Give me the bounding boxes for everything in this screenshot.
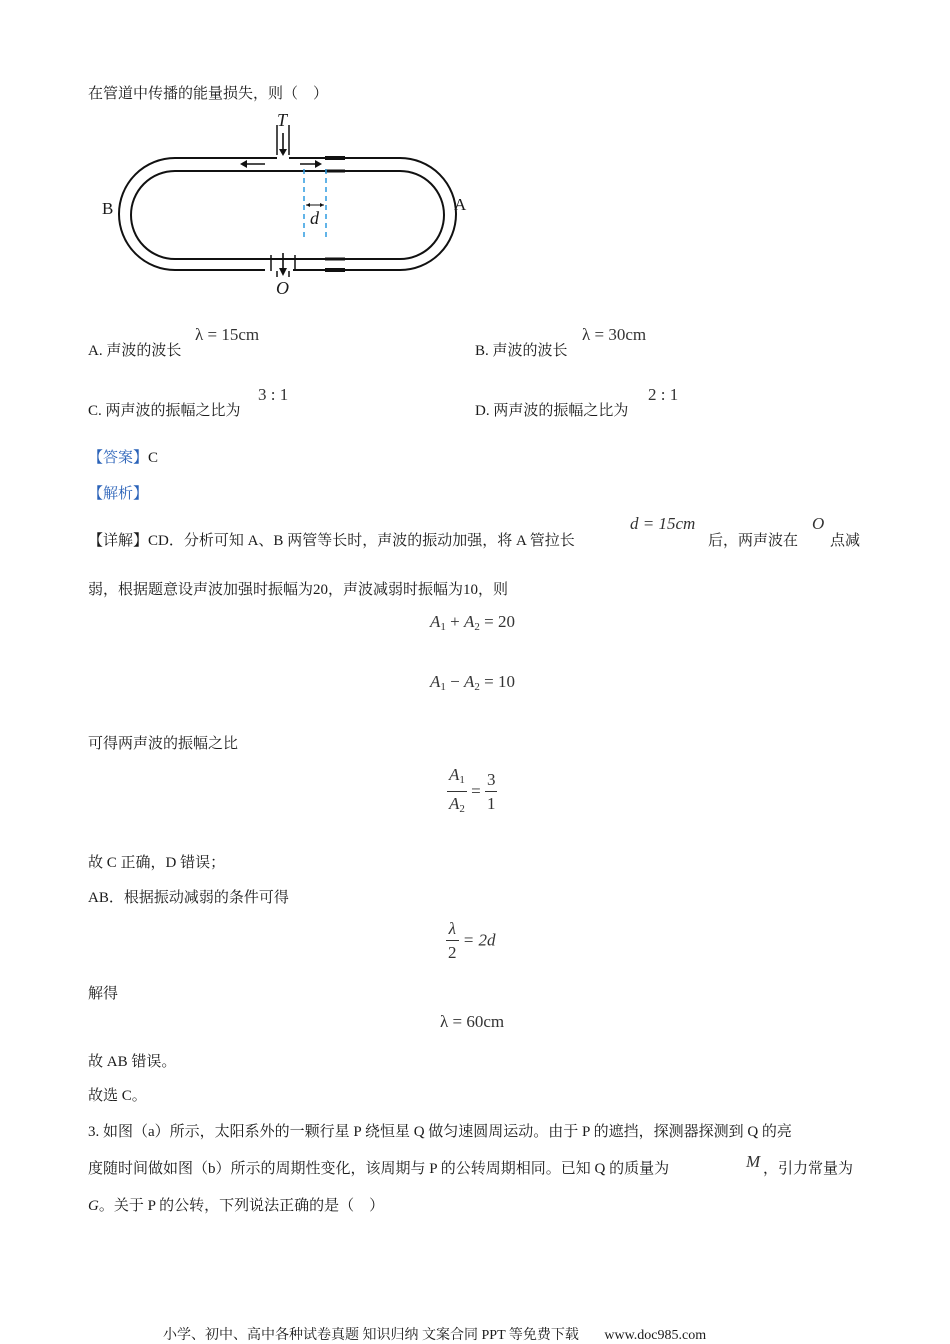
footer xyxy=(163,1324,706,1344)
option-a xyxy=(88,339,181,360)
ratio-left-fraction: $\frac{A_1}{A_2}$ xyxy=(449,765,465,815)
q3-line-3-text: 。关于 P 的公转，下列说法正确的是（ ） xyxy=(98,1198,385,1214)
detail-text-b: 后，两声波在 xyxy=(708,533,799,549)
answer-line xyxy=(88,446,158,467)
option-a-text: A. 声波的波长 xyxy=(88,343,182,359)
equation-sum: $A_1 + A_2 = 20$ xyxy=(430,612,515,633)
ab-intro: AB．根据振动减弱的条件可得 xyxy=(88,890,289,906)
final-answer: 故选 C。 xyxy=(88,1088,147,1104)
detail-text-a: CD．分析可知 A、B 两管等长时，声波的振动加强，将 A 管拉长 xyxy=(148,533,575,549)
label-d: d xyxy=(310,208,319,228)
analysis-tag: 【解析】 xyxy=(88,486,149,502)
detail-line-2: 弱，根据题意设声波加强时振幅为20，声波减弱时振幅为10，则 xyxy=(88,582,509,598)
option-d xyxy=(475,399,628,420)
detail-text-c: 点减 xyxy=(830,533,861,549)
detail-point-O: O xyxy=(812,514,825,533)
tube-diagram xyxy=(95,105,485,305)
option-c-math: 3 : 1 xyxy=(258,385,289,404)
label-A: A xyxy=(454,195,467,214)
option-b-text: B. 声波的波长 xyxy=(475,343,568,359)
detail-math-d: d = 15cm xyxy=(630,514,696,533)
conclusion-cd: 故 C 正确，D 错误； xyxy=(88,855,226,871)
footer-url[interactable]: www.doc985.com xyxy=(604,1328,707,1343)
answer-value: C xyxy=(148,450,159,466)
ratio-right-fraction: $\frac{3}{1}$ xyxy=(486,770,496,813)
equation-difference: $A_1 - A_2 = 10$ xyxy=(430,672,515,693)
equation-ratio: $\frac{A_1}{A_2}$ = $\frac{3}{1}$ xyxy=(447,764,497,821)
q3-line-3 xyxy=(88,1194,384,1215)
q3-mass-M: M xyxy=(746,1152,761,1171)
detail-line-1 xyxy=(88,529,575,550)
option-d-math: 2 : 1 xyxy=(648,385,679,404)
answer-tag: 【答案】 xyxy=(88,450,149,466)
footer-text: 小学、初中、高中各种试卷真题 知识归纳 文案合同 PPT 等免费下载 xyxy=(163,1328,579,1343)
intro-line: 在管道中传播的能量损失，则（ ） xyxy=(88,86,329,102)
q3-constant-G: G xyxy=(88,1198,99,1214)
option-b-math: λ = 30cm xyxy=(582,325,647,344)
outer-tube-wall xyxy=(119,158,456,270)
option-d-text: D. 两声波的振幅之比为 xyxy=(475,403,629,419)
option-c xyxy=(88,399,241,420)
equation-half-wavelength: $\frac{\lambda}{2}$ = 2d xyxy=(446,918,495,965)
solve-label: 解得 xyxy=(88,986,119,1002)
label-B: B xyxy=(102,199,114,218)
ratio-intro: 可得两声波的振幅之比 xyxy=(88,736,239,752)
q3-line-1: 3. 如图（a）所示，太阳系外的一颗行星 P 绕恒星 Q 做匀速圆周运动。由于 P 的遮挡，探测器探测到 Q 的亮 xyxy=(88,1124,792,1140)
label-T: T xyxy=(277,110,288,130)
q3-line-2a: 度随时间做如图（b）所示的周期性变化，该周期与 P 的公转周期相同。已知 Q 的质量为 xyxy=(88,1161,670,1177)
option-c-text: C. 两声波的振幅之比为 xyxy=(88,403,241,419)
equation-wavelength: λ = 60cm xyxy=(440,1012,505,1031)
inner-tube-wall xyxy=(131,171,444,259)
option-b xyxy=(475,339,568,360)
half-wavelength-fraction: $\frac{\lambda}{2}$ xyxy=(448,919,457,962)
detail-tag: 【详解】 xyxy=(88,533,149,549)
conclusion-ab: 故 AB 错误。 xyxy=(88,1054,177,1070)
q3-line-2b: ，引力常量为 xyxy=(763,1161,854,1177)
label-O: O xyxy=(276,278,289,298)
option-a-math: λ = 15cm xyxy=(195,325,260,344)
